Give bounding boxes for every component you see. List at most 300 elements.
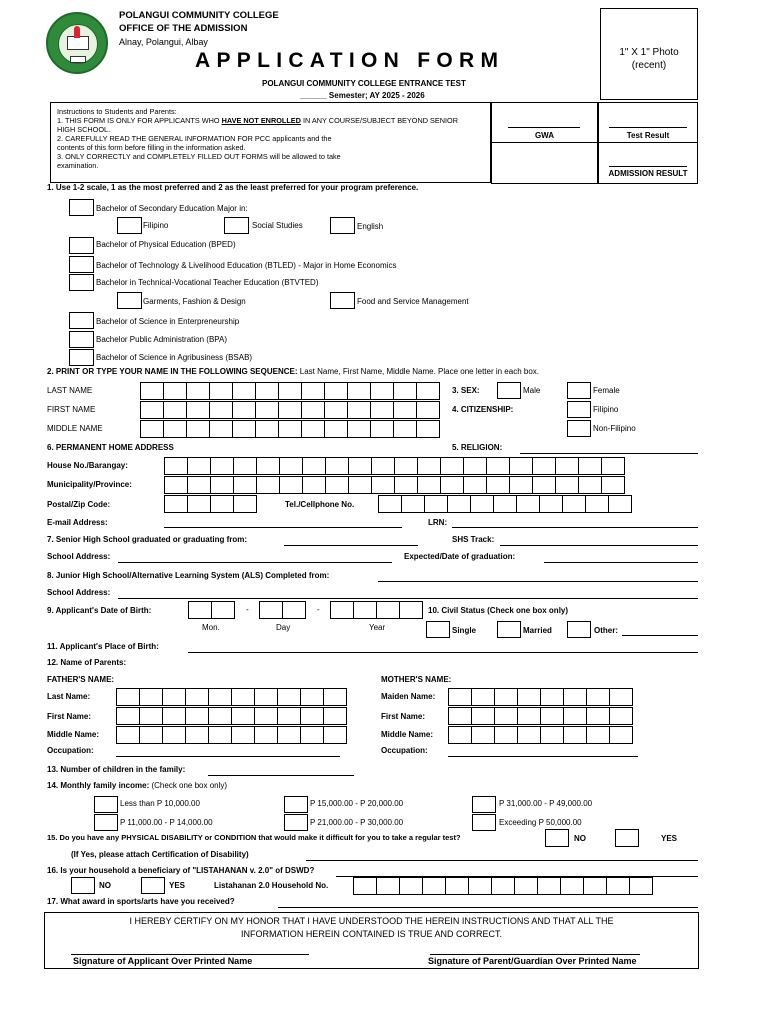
- letter-box[interactable]: [210, 476, 234, 494]
- letter-box[interactable]: [231, 688, 255, 706]
- letter-box[interactable]: [254, 688, 278, 706]
- letter-box[interactable]: [210, 495, 234, 513]
- disability-no-label: NO: [574, 834, 586, 843]
- bsab-rank-box[interactable]: [69, 349, 94, 366]
- letter-box[interactable]: [323, 707, 347, 725]
- letter-box[interactable]: [532, 457, 556, 475]
- letter-box[interactable]: [348, 476, 372, 494]
- letter-box[interactable]: [254, 707, 278, 725]
- bped-rank-box[interactable]: [69, 237, 94, 254]
- mother-label: MOTHER'S NAME:: [381, 675, 452, 684]
- letter-box[interactable]: [164, 457, 188, 475]
- letter-box[interactable]: [164, 495, 188, 513]
- instruction-3-cont: examination.: [57, 161, 99, 170]
- bsab-label: Bachelor of Science in Agribusiness (BSAB): [96, 353, 253, 362]
- income-opt1-checkbox[interactable]: [94, 796, 118, 813]
- mother-occupation-field[interactable]: [448, 756, 638, 757]
- letter-box[interactable]: [514, 877, 538, 895]
- dob-month-boxes[interactable]: [188, 601, 234, 619]
- letter-box[interactable]: [162, 707, 186, 725]
- letter-box[interactable]: [378, 495, 402, 513]
- letter-box[interactable]: [416, 401, 440, 419]
- letter-box[interactable]: [417, 476, 441, 494]
- listahanan-label: 16. Is your household a beneficiary of "LISTAHANAN v. 2.0" of DSWD?: [47, 866, 315, 875]
- letter-box[interactable]: [445, 877, 469, 895]
- certification-box: [44, 912, 699, 969]
- letter-box[interactable]: [302, 476, 326, 494]
- jhs-name-field[interactable]: [378, 581, 698, 582]
- letter-box[interactable]: [468, 877, 492, 895]
- income-opt5-checkbox[interactable]: [284, 814, 308, 831]
- letter-box[interactable]: [494, 726, 518, 744]
- letter-box[interactable]: [163, 401, 187, 419]
- letter-box[interactable]: [139, 726, 163, 744]
- instruction-1-cont: HIGH SCHOOL.: [57, 125, 111, 134]
- letter-box[interactable]: [491, 877, 515, 895]
- tel-boxes[interactable]: [378, 495, 631, 513]
- letter-box[interactable]: [609, 726, 633, 744]
- letter-box[interactable]: [208, 707, 232, 725]
- letter-box[interactable]: [517, 707, 541, 725]
- letter-box[interactable]: [187, 457, 211, 475]
- first-name-boxes[interactable]: [140, 401, 439, 419]
- municipality-boxes[interactable]: [164, 476, 624, 494]
- letter-box[interactable]: [471, 726, 495, 744]
- disability-note: (If Yes, please attach Certification of Disability): [71, 850, 249, 859]
- letter-box[interactable]: [399, 877, 423, 895]
- income-opt2-label: P 15,000.00 - P 20,000.00: [310, 799, 404, 808]
- listahanan-yes-label: YES: [169, 881, 186, 890]
- letter-box[interactable]: [540, 726, 564, 744]
- letter-box[interactable]: [494, 688, 518, 706]
- letter-box[interactable]: [448, 707, 472, 725]
- letter-box[interactable]: [493, 495, 517, 513]
- letter-box[interactable]: [232, 420, 256, 438]
- letter-box[interactable]: [325, 457, 349, 475]
- letter-box[interactable]: [555, 457, 579, 475]
- award-label: 17. What award in sports/arts have you received?: [47, 897, 235, 906]
- shs-track-label: SHS Track:: [452, 535, 495, 544]
- letter-box[interactable]: [393, 420, 417, 438]
- letter-box[interactable]: [586, 688, 610, 706]
- graduation-field[interactable]: [544, 562, 698, 563]
- q7-label: 7. Senior High School graduated or graduating from:: [47, 535, 248, 544]
- letter-box[interactable]: [231, 726, 255, 744]
- letter-box[interactable]: [422, 877, 446, 895]
- income-opt6-label: Exceeding P 50,000.00: [499, 818, 582, 827]
- letter-box[interactable]: [259, 601, 283, 619]
- house-boxes[interactable]: [164, 457, 624, 475]
- female-checkbox[interactable]: [567, 382, 591, 399]
- letter-box[interactable]: [347, 420, 371, 438]
- letter-box[interactable]: [324, 401, 348, 419]
- income-opt3-label: P 31,000.00 - P 49,000.00: [499, 799, 593, 808]
- children-count-field[interactable]: [208, 775, 354, 776]
- letter-box[interactable]: [187, 476, 211, 494]
- letter-box[interactable]: [376, 877, 400, 895]
- letter-box[interactable]: [471, 688, 495, 706]
- letter-box[interactable]: [185, 726, 209, 744]
- instruction-2: 2. CAREFULLY READ THE GENERAL INFORMATION FOR PCC applicants and the: [57, 134, 332, 143]
- household-no-boxes[interactable]: [353, 877, 652, 895]
- letter-box[interactable]: [486, 457, 510, 475]
- mother-middle-boxes[interactable]: [448, 726, 632, 744]
- letter-box[interactable]: [486, 476, 510, 494]
- letter-box[interactable]: [448, 726, 472, 744]
- religion-field[interactable]: [520, 453, 698, 454]
- letter-box[interactable]: [162, 688, 186, 706]
- letter-box[interactable]: [517, 688, 541, 706]
- letter-box[interactable]: [393, 382, 417, 400]
- letter-box[interactable]: [279, 476, 303, 494]
- income-opt1-label: Less than P 10,000.00: [120, 799, 200, 808]
- mother-maiden-boxes[interactable]: [448, 688, 632, 706]
- letter-box[interactable]: [211, 601, 235, 619]
- tel-label: Tel./Cellphone No.: [285, 500, 355, 509]
- letter-box[interactable]: [347, 382, 371, 400]
- letter-box[interactable]: [440, 457, 464, 475]
- letter-box[interactable]: [578, 476, 602, 494]
- jhs-school-address-field[interactable]: [118, 598, 698, 599]
- letter-box[interactable]: [116, 726, 140, 744]
- certification-line-2: INFORMATION HEREIN CONTAINED IS TRUE AND CORRECT.: [240, 929, 503, 939]
- letter-box[interactable]: [393, 401, 417, 419]
- income-opt2-checkbox[interactable]: [284, 796, 308, 813]
- letter-box[interactable]: [562, 495, 586, 513]
- letter-box[interactable]: [370, 401, 394, 419]
- letter-box[interactable]: [517, 726, 541, 744]
- letter-box[interactable]: [448, 688, 472, 706]
- last-name-boxes[interactable]: [140, 382, 439, 400]
- mother-first-label: First Name:: [381, 712, 426, 721]
- letter-box[interactable]: [563, 726, 587, 744]
- letter-box[interactable]: [583, 877, 607, 895]
- letter-box[interactable]: [278, 382, 302, 400]
- letter-box[interactable]: [417, 457, 441, 475]
- letter-box[interactable]: [370, 420, 394, 438]
- letter-box[interactable]: [140, 382, 164, 400]
- office-name: OFFICE OF THE ADMISSION: [119, 23, 248, 34]
- english-major-box[interactable]: [330, 217, 355, 234]
- letter-box[interactable]: [301, 382, 325, 400]
- college-seal-logo: [46, 12, 108, 74]
- father-occupation-label: Occupation:: [47, 746, 94, 755]
- shs-school-address-label: School Address:: [47, 552, 111, 561]
- letter-box[interactable]: [232, 382, 256, 400]
- bpa-rank-box[interactable]: [69, 331, 94, 348]
- letter-box[interactable]: [608, 495, 632, 513]
- gwa-box[interactable]: [491, 102, 598, 143]
- letter-box[interactable]: [470, 495, 494, 513]
- filipino-citizen-label: Filipino: [593, 405, 619, 414]
- dob-day-boxes[interactable]: [259, 601, 305, 619]
- letter-box[interactable]: [416, 420, 440, 438]
- garments-label: Garments, Fashion & Design: [143, 297, 246, 306]
- letter-box[interactable]: [371, 457, 395, 475]
- filipino-major-box[interactable]: [117, 217, 142, 234]
- letter-box[interactable]: [539, 495, 563, 513]
- letter-box[interactable]: [277, 707, 301, 725]
- letter-box[interactable]: [186, 401, 210, 419]
- letter-box[interactable]: [601, 476, 625, 494]
- btled-rank-box[interactable]: [69, 256, 94, 273]
- test-name: POLANGUI COMMUNITY COLLEGE ENTRANCE TEST: [262, 79, 466, 88]
- social-studies-label: Social Studies: [252, 221, 303, 230]
- letter-box[interactable]: [629, 877, 653, 895]
- letter-box[interactable]: [300, 688, 324, 706]
- letter-box[interactable]: [282, 601, 306, 619]
- letter-box[interactable]: [163, 382, 187, 400]
- letter-box[interactable]: [324, 382, 348, 400]
- letter-box[interactable]: [370, 382, 394, 400]
- parent-signature-line[interactable]: [430, 954, 640, 955]
- letter-box[interactable]: [325, 476, 349, 494]
- letter-box[interactable]: [279, 457, 303, 475]
- other-status-checkbox[interactable]: [567, 621, 591, 638]
- letter-box[interactable]: [187, 495, 211, 513]
- letter-box[interactable]: [208, 726, 232, 744]
- household-no-label: Listahanan 2.0 Household No.: [214, 881, 329, 890]
- income-opt6-checkbox[interactable]: [472, 814, 496, 831]
- postal-boxes[interactable]: [164, 495, 256, 513]
- food-service-box[interactable]: [330, 292, 355, 309]
- letter-box[interactable]: [140, 420, 164, 438]
- disability-no-checkbox[interactable]: [545, 829, 569, 847]
- blank-office-box: [491, 142, 598, 184]
- letter-box[interactable]: [401, 495, 425, 513]
- listahanan-no-checkbox[interactable]: [71, 877, 95, 894]
- q2-label: 2. PRINT OR TYPE YOUR NAME IN THE FOLLOWING SEQUENCE: Last Name, First Name, Middle Name. Place one letter in each box.: [47, 367, 539, 376]
- dob-dash-1: -: [246, 605, 249, 614]
- letter-box[interactable]: [188, 601, 212, 619]
- letter-box[interactable]: [440, 476, 464, 494]
- letter-box[interactable]: [463, 476, 487, 494]
- income-opt4-label: P 11,000.00 - P 14,000.00: [120, 818, 213, 827]
- father-occupation-field[interactable]: [116, 756, 340, 757]
- letter-box[interactable]: [353, 601, 377, 619]
- single-label: Single: [452, 626, 477, 635]
- filipino-checkbox[interactable]: [567, 401, 591, 418]
- email-field[interactable]: [164, 527, 402, 528]
- mother-first-boxes[interactable]: [448, 707, 632, 725]
- letter-box[interactable]: [399, 601, 423, 619]
- dob-label: 9. Applicant's Date of Birth:: [47, 606, 152, 615]
- income-opt3-checkbox[interactable]: [472, 796, 496, 813]
- letter-box[interactable]: [301, 401, 325, 419]
- letter-box[interactable]: [471, 707, 495, 725]
- letter-box[interactable]: [509, 476, 533, 494]
- letter-box[interactable]: [330, 601, 354, 619]
- letter-box[interactable]: [586, 726, 610, 744]
- non-filipino-checkbox[interactable]: [567, 420, 591, 437]
- letter-box[interactable]: [324, 420, 348, 438]
- first-name-label: FIRST NAME: [47, 405, 96, 414]
- disability-label: 15. Do you have any PHYSICAL DISABILITY or CONDITION that would make it difficult for you to take a regular test?: [47, 833, 461, 842]
- letter-box[interactable]: [256, 457, 280, 475]
- shs-school-address-field[interactable]: [118, 562, 392, 563]
- house-label: House No./Barangay:: [47, 461, 128, 470]
- letter-box[interactable]: [578, 457, 602, 475]
- letter-box[interactable]: [209, 382, 233, 400]
- btvted-rank-box[interactable]: [69, 274, 94, 291]
- male-checkbox[interactable]: [497, 382, 521, 399]
- letter-box[interactable]: [532, 476, 556, 494]
- letter-box[interactable]: [140, 401, 164, 419]
- letter-box[interactable]: [560, 877, 584, 895]
- letter-box[interactable]: [300, 707, 324, 725]
- letter-box[interactable]: [255, 420, 279, 438]
- jhs-school-address-label: School Address:: [47, 588, 111, 597]
- letter-box[interactable]: [185, 707, 209, 725]
- birthplace-field[interactable]: [188, 652, 698, 653]
- letter-box[interactable]: [186, 420, 210, 438]
- entrep-rank-box[interactable]: [69, 312, 94, 329]
- letter-box[interactable]: [139, 707, 163, 725]
- instruction-2-cont: contents of this form before filling in the information asked.: [57, 143, 246, 152]
- letter-box[interactable]: [210, 457, 234, 475]
- letter-box[interactable]: [185, 688, 209, 706]
- letter-box[interactable]: [371, 476, 395, 494]
- income-opt5-label: P 21,000.00 - P 30,000.00: [310, 818, 404, 827]
- bsed-rank-box[interactable]: [69, 199, 94, 216]
- married-checkbox[interactable]: [497, 621, 521, 638]
- letter-box[interactable]: [323, 726, 347, 744]
- single-checkbox[interactable]: [426, 621, 450, 638]
- letter-box[interactable]: [563, 688, 587, 706]
- garments-box[interactable]: [117, 292, 142, 309]
- social-studies-box[interactable]: [224, 217, 249, 234]
- letter-box[interactable]: [209, 420, 233, 438]
- postal-label: Postal/Zip Code:: [47, 500, 111, 509]
- letter-box[interactable]: [601, 457, 625, 475]
- letter-box[interactable]: [540, 688, 564, 706]
- letter-box[interactable]: [606, 877, 630, 895]
- instructions-title: Instructions to Students and Parents:: [57, 107, 177, 116]
- letter-box[interactable]: [232, 401, 256, 419]
- q1-label: 1. Use 1-2 scale, 1 as the most preferred and 2 as the least preferred for your program preference.: [47, 183, 419, 192]
- father-last-boxes[interactable]: [116, 688, 346, 706]
- letter-box[interactable]: [255, 382, 279, 400]
- letter-box[interactable]: [139, 688, 163, 706]
- income-label: 14. Monthly family income: (Check one box only): [47, 781, 228, 790]
- letter-box[interactable]: [563, 707, 587, 725]
- letter-box[interactable]: [416, 382, 440, 400]
- father-first-boxes[interactable]: [116, 707, 346, 725]
- letter-box[interactable]: [509, 457, 533, 475]
- letter-box[interactable]: [609, 688, 633, 706]
- letter-box[interactable]: [254, 726, 278, 744]
- letter-box[interactable]: [394, 476, 418, 494]
- income-opt4-checkbox[interactable]: [94, 814, 118, 831]
- gwa-label: GWA: [534, 131, 555, 140]
- shs-track-field[interactable]: [500, 545, 698, 546]
- letter-box[interactable]: [537, 877, 561, 895]
- letter-box[interactable]: [163, 420, 187, 438]
- letter-box[interactable]: [256, 476, 280, 494]
- letter-box[interactable]: [278, 401, 302, 419]
- letter-box[interactable]: [323, 688, 347, 706]
- children-count-label: 13. Number of children in the family:: [47, 765, 186, 774]
- letter-box[interactable]: [394, 457, 418, 475]
- test-result-label: Test Result: [626, 131, 670, 140]
- letter-box[interactable]: [447, 495, 471, 513]
- letter-box[interactable]: [494, 707, 518, 725]
- letter-box[interactable]: [208, 688, 232, 706]
- middle-name-boxes[interactable]: [140, 420, 439, 438]
- letter-box[interactable]: [424, 495, 448, 513]
- letter-box[interactable]: [347, 401, 371, 419]
- photo-box[interactable]: [600, 8, 698, 100]
- letter-box[interactable]: [586, 707, 610, 725]
- letter-box[interactable]: [209, 401, 233, 419]
- letter-box[interactable]: [348, 457, 372, 475]
- letter-box[interactable]: [116, 707, 140, 725]
- letter-box[interactable]: [162, 726, 186, 744]
- letter-box[interactable]: [376, 601, 400, 619]
- photo-size-label: 1" X 1" Photo: [619, 47, 679, 58]
- letter-box[interactable]: [516, 495, 540, 513]
- letter-box[interactable]: [353, 877, 377, 895]
- college-address: Alnay, Polangui, Albay: [119, 37, 208, 47]
- dob-year-boxes[interactable]: [330, 601, 422, 619]
- letter-box[interactable]: [585, 495, 609, 513]
- applicant-signature-line[interactable]: [71, 954, 309, 955]
- letter-box[interactable]: [609, 707, 633, 725]
- letter-box[interactable]: [233, 476, 257, 494]
- letter-box[interactable]: [463, 457, 487, 475]
- father-middle-boxes[interactable]: [116, 726, 346, 744]
- letter-box[interactable]: [555, 476, 579, 494]
- test-result-box[interactable]: [598, 102, 698, 143]
- admission-result-box[interactable]: [598, 142, 698, 184]
- letter-box[interactable]: [186, 382, 210, 400]
- instruction-1: 1. THIS FORM IS ONLY FOR APPLICANTS WHO HAVE NOT ENROLLED IN ANY COURSE/SUBJECT BEYOND SENIOR: [57, 116, 459, 125]
- disability-yes-checkbox[interactable]: [615, 829, 639, 847]
- other-status-field[interactable]: [622, 635, 698, 636]
- mother-maiden-label: Maiden Name:: [381, 692, 436, 701]
- letter-box[interactable]: [233, 457, 257, 475]
- letter-box[interactable]: [277, 688, 301, 706]
- letter-box[interactable]: [116, 688, 140, 706]
- letter-box[interactable]: [255, 401, 279, 419]
- letter-box[interactable]: [302, 457, 326, 475]
- shs-name-field[interactable]: [284, 545, 418, 546]
- food-service-label: Food and Service Management: [357, 297, 469, 306]
- male-label: Male: [523, 386, 541, 395]
- letter-box[interactable]: [164, 476, 188, 494]
- religion-label: 5. RELIGION:: [452, 443, 503, 452]
- semester-line: ______ Semester; AY 2025 - 2026: [300, 91, 425, 100]
- letter-box[interactable]: [233, 495, 257, 513]
- disability-field[interactable]: [306, 860, 698, 861]
- letter-box[interactable]: [540, 707, 564, 725]
- listahanan-yes-checkbox[interactable]: [141, 877, 165, 894]
- bsed-label: Bachelor of Secondary Education Major in:: [96, 204, 248, 213]
- q8-label: 8. Junior High School/Alternative Learning System (ALS) Completed from:: [47, 571, 330, 580]
- parents-label: 12. Name of Parents:: [47, 658, 127, 667]
- bpa-label: Bachelor Public Administration (BPA): [96, 335, 228, 344]
- sex-label: 3. SEX:: [452, 386, 480, 395]
- award-field[interactable]: [278, 907, 698, 908]
- address-section-label: 6. PERMANENT HOME ADDRESS: [47, 443, 174, 452]
- dob-month-caption: Mon.: [202, 623, 220, 632]
- letter-box[interactable]: [277, 726, 301, 744]
- letter-box[interactable]: [231, 707, 255, 725]
- lrn-field[interactable]: [452, 527, 698, 528]
- letter-box[interactable]: [278, 420, 302, 438]
- letter-box[interactable]: [301, 420, 325, 438]
- letter-box[interactable]: [300, 726, 324, 744]
